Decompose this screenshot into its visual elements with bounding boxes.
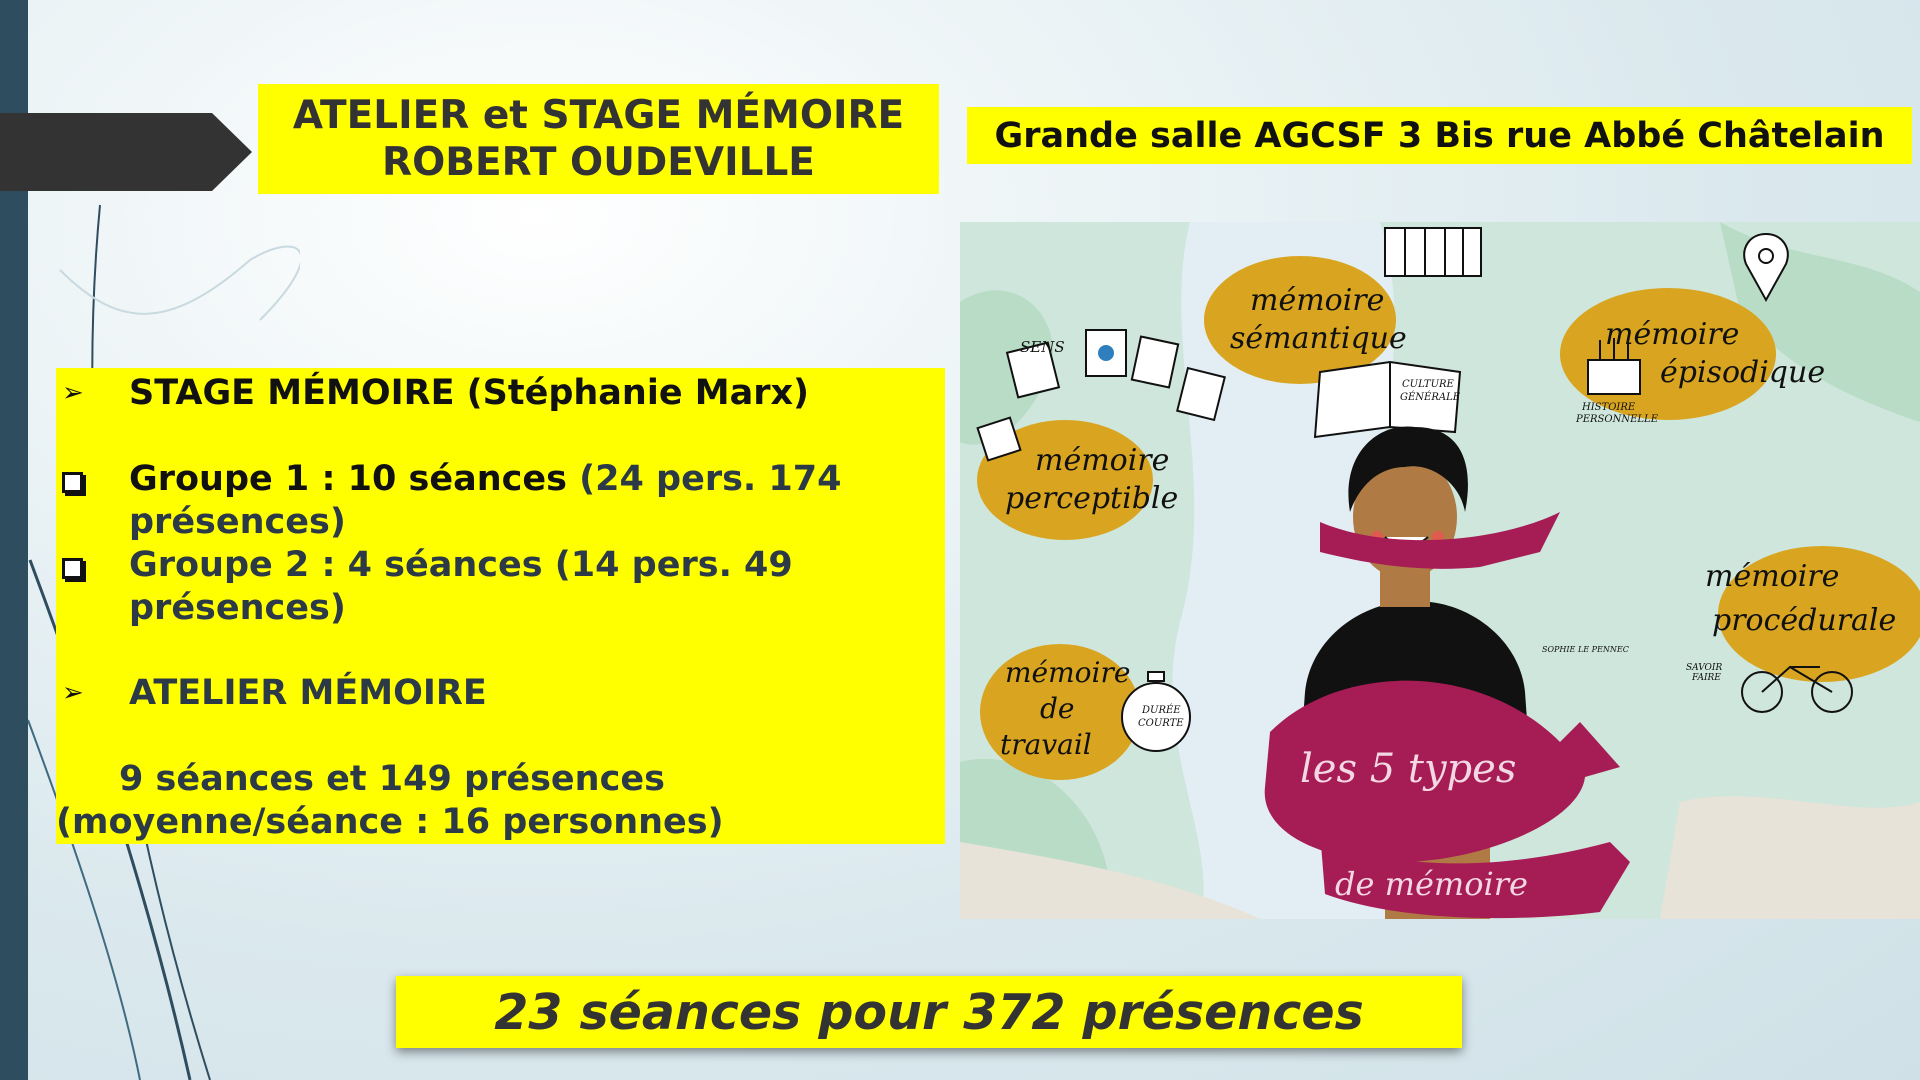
bubble-episodique-line-2: épisodique — [1660, 355, 1826, 390]
content-box — [56, 368, 945, 844]
label-duree-line-1: DURÉE — [1142, 705, 1181, 716]
memory-types-illustration — [960, 222, 1920, 919]
square-bullet-icon — [62, 464, 83, 507]
label-sens: SENS — [1020, 338, 1065, 356]
square-bullet-icon — [62, 550, 83, 593]
bubble-perceptible-line-2: perceptible — [1005, 481, 1179, 516]
bubble-travail-line-3: travail — [1000, 728, 1092, 761]
groupe1-detail: (24 pers. 174 présences) — [129, 459, 842, 542]
banner-line-2: de mémoire — [1335, 865, 1528, 903]
stage-heading: STAGE MÉMOIRE (Stéphanie Marx) — [129, 373, 810, 413]
bubble-travail-line-1: mémoire — [1005, 656, 1131, 689]
arrow-bullet-icon: ➢ — [62, 378, 84, 408]
label-histoire-line-1: HISTOIRE — [1582, 402, 1636, 413]
atelier-line-1: 9 séances et 149 présences — [119, 759, 665, 799]
bubble-travail-line-2: de — [1040, 692, 1075, 725]
title-arrow-tab — [0, 113, 252, 191]
atelier-heading: ATELIER MÉMOIRE — [129, 673, 487, 713]
label-duree-line-2: COURTE — [1138, 718, 1184, 729]
label-savoir-line-2: FAIRE — [1692, 673, 1721, 683]
banner-line-1: les 5 types — [1300, 746, 1517, 792]
bubble-episodique-line-1: mémoire — [1605, 317, 1740, 352]
title-line-2: ROBERT OUDEVILLE — [382, 140, 815, 185]
location-label: Grande salle AGCSF 3 Bis rue Abbé Châtelain — [967, 107, 1912, 164]
bubble-procedurale-line-1: mémoire — [1705, 559, 1840, 594]
title-line-1: ATELIER et STAGE MÉMOIRE — [292, 93, 905, 138]
groupe1-main: Groupe 1 : 10 séances — [129, 459, 567, 499]
bubble-semantique-line-2: sémantique — [1230, 321, 1407, 356]
bubble-semantique-line-1: mémoire — [1250, 283, 1385, 318]
label-culture-line-2: GÉNÉRALE — [1400, 392, 1461, 403]
summary-banner: 23 séances pour 372 présences — [396, 976, 1462, 1048]
bubble-perceptible-line-1: mémoire — [1035, 443, 1170, 478]
title-box — [258, 84, 939, 194]
label-culture-line-1: CULTURE — [1402, 379, 1454, 390]
label-savoir-line-1: SAVOIR — [1686, 663, 1723, 673]
groupe2-text: Groupe 2 : 4 séances (14 pers. 49 présences) — [129, 545, 793, 628]
atelier-line-2: (moyenne/séance : 16 personnes) — [56, 802, 724, 842]
label-histoire-line-2: PERSONNELLE — [1576, 414, 1658, 425]
signature: SOPHIE LE PENNEC — [1542, 645, 1629, 654]
bubble-procedurale-line-2: procédurale — [1712, 603, 1897, 638]
arrow-bullet-icon: ➢ — [62, 678, 84, 708]
